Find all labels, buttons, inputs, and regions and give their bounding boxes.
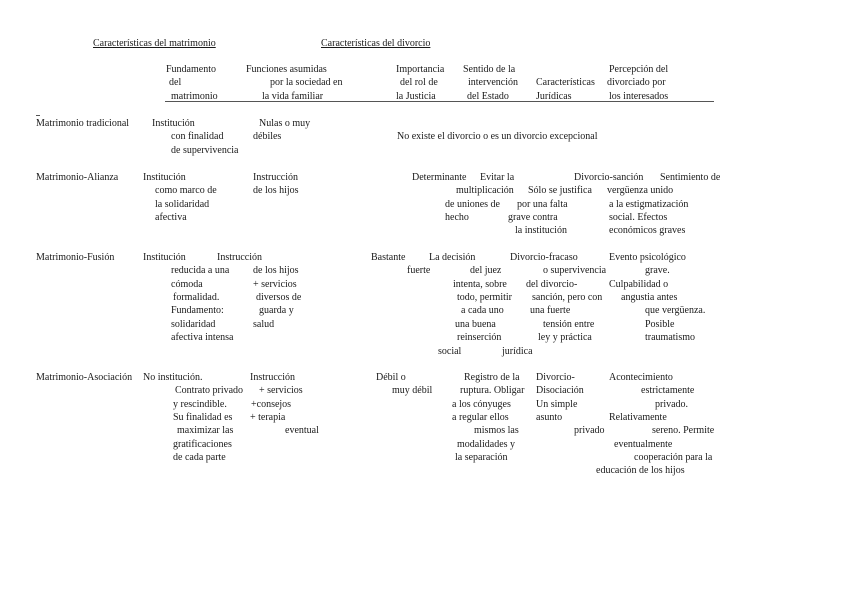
cell-line: Nulas o muy — [259, 118, 311, 129]
cell-line: reinserción — [457, 332, 502, 343]
cell-line: mismos las — [474, 425, 519, 436]
cell-line: débiles — [253, 131, 282, 142]
cell-line: social — [438, 346, 462, 357]
cell-line: gratificaciones — [173, 439, 232, 450]
cell-line: Institución — [143, 172, 186, 183]
cell-line: del juez — [470, 265, 502, 276]
cell-line: + servicios — [259, 385, 303, 396]
header-line: los interesados — [609, 91, 669, 102]
cell-line: diversos de — [256, 292, 302, 303]
cell-line: grave contra — [508, 212, 558, 223]
cell-line: intenta, sobre — [453, 279, 507, 290]
cell-line: ley y práctica — [538, 332, 592, 343]
header-line: Fundamento — [166, 64, 216, 75]
cell-line: Divorcio-fracaso — [510, 252, 578, 263]
cell-line: Registro de la — [464, 372, 520, 383]
cell-line: la separación — [455, 452, 508, 463]
cell-line: + terapia — [250, 412, 286, 423]
cell-line: Su finalidad es — [173, 412, 233, 423]
cell-line: Institución — [152, 118, 195, 129]
cell-line: de supervivencia — [171, 145, 239, 156]
cell-line: La decisión — [429, 252, 476, 263]
header-line: Sentido de la — [463, 64, 516, 75]
cell-line: todo, permitir — [457, 292, 512, 303]
cell-line: privado — [574, 425, 605, 436]
cell-line: por una falta — [517, 199, 568, 210]
cell-line: maximizar las — [177, 425, 234, 436]
header-line: del Estado — [467, 91, 509, 102]
cell-line: y rescindible. — [173, 399, 227, 410]
row-label: Matrimonio-Asociación — [36, 372, 133, 383]
cell-line: Posible — [645, 319, 675, 330]
cell-line: cooperación para la — [634, 452, 713, 463]
cell-line: económicos graves — [609, 225, 686, 236]
cell-line: Relativamente — [609, 412, 667, 423]
header-line: Características — [536, 77, 595, 88]
cell-line: jurídica — [502, 346, 533, 357]
cell-line: Divorcio- — [536, 372, 575, 383]
heading-divorce: Características del divorcio — [321, 38, 431, 49]
cell-line: reducida a una — [171, 265, 230, 276]
heading-marriage: Características del matrimonio — [93, 38, 216, 49]
cell-line: vergüenza unido — [607, 185, 674, 196]
cell-line: Un simple — [536, 399, 578, 410]
row-label: Matrimonio-Alianza — [36, 172, 119, 183]
header-line: del — [169, 77, 182, 88]
cell-line: + servicios — [253, 279, 297, 290]
cell-line: multiplicación — [456, 185, 514, 196]
cell-line: que vergüenza. — [645, 305, 706, 316]
cell-line: de los hijos — [253, 185, 299, 196]
cell-line: Débil o — [376, 372, 406, 383]
row-label: Matrimonio tradicional — [36, 118, 130, 129]
header-line: Importancia — [396, 64, 445, 75]
cell-line: No institución. — [143, 372, 203, 383]
cell-line: Instrucción — [253, 172, 298, 183]
cell-line: la institución — [515, 225, 567, 236]
cell-line: la solidaridad — [155, 199, 210, 210]
cell-line: Institución — [143, 252, 186, 263]
cell-line: salud — [253, 319, 275, 330]
cell-line: Bastante — [371, 252, 406, 263]
cell-line: +consejos — [251, 399, 292, 410]
header-line: Percepción del — [609, 64, 669, 75]
cell-line: a los cónyuges — [452, 399, 511, 410]
cell-line: Evento psicológico — [609, 252, 686, 263]
cell-line: solidaridad — [171, 319, 216, 330]
header-line: matrimonio — [171, 91, 218, 102]
cell-line: del divorcio- — [526, 279, 578, 290]
cell-line: una fuerte — [530, 305, 571, 316]
cell-divorcio: No existe el divorcio o es un divorcio excepcional — [397, 131, 598, 142]
cell-line: de cada parte — [173, 452, 226, 463]
header-rule-stub — [36, 115, 40, 116]
cell-line: Sentimiento de — [660, 172, 721, 183]
cell-line: tensión entre — [543, 319, 595, 330]
cell-line: angustia antes — [621, 292, 678, 303]
header-line: Jurídicas — [536, 91, 572, 102]
cell-line: social. Efectos — [609, 212, 668, 223]
cell-line: de uniones de — [445, 199, 500, 210]
cell-line: ruptura. Obligar — [460, 385, 525, 396]
cell-line: Divorcio-sanción — [574, 172, 644, 183]
header-line: Funciones asumidas — [246, 64, 327, 75]
cell-line: Evitar la — [480, 172, 515, 183]
cell-line: Instrucción — [250, 372, 295, 383]
cell-line: Culpabilidad o — [609, 279, 669, 290]
cell-line: educación de los hijos — [596, 465, 685, 476]
cell-line: cómoda — [171, 279, 203, 290]
cell-line: muy débil — [392, 385, 433, 396]
cell-line: Instrucción — [217, 252, 262, 263]
cell-line: a la estigmatización — [609, 199, 689, 210]
cell-line: a regular ellos — [452, 412, 509, 423]
cell-line: estrictamente — [641, 385, 695, 396]
cell-line: Acontecimiento — [609, 372, 673, 383]
cell-line: con finalidad — [171, 131, 224, 142]
cell-line: privado. — [655, 399, 689, 410]
cell-line: formalidad. — [173, 292, 220, 303]
cell-line: fuerte — [407, 265, 431, 276]
cell-line: Contrato privado — [175, 385, 244, 396]
cell-line: guarda y — [259, 305, 294, 316]
header-line: divorciado por — [607, 77, 666, 88]
header-rule — [165, 101, 714, 102]
cell-line: una buena — [455, 319, 496, 330]
cell-line: asunto — [536, 412, 563, 423]
header-line: por la sociedad en — [270, 77, 343, 88]
row-label: Matrimonio-Fusión — [36, 252, 115, 263]
cell-line: afectiva intensa — [171, 332, 234, 343]
cell-line: hecho — [445, 212, 469, 223]
cell-line: modalidades y — [457, 439, 516, 450]
cell-line: a cada uno — [461, 305, 504, 316]
header-line: la vida familiar — [262, 91, 324, 102]
header-line: del rol de — [400, 77, 438, 88]
cell-line: Fundamento: — [171, 305, 224, 316]
cell-line: como marco de — [155, 185, 217, 196]
cell-line: Determinante — [412, 172, 467, 183]
cell-line: Sólo se justifica — [528, 185, 592, 196]
cell-line: traumatismo — [645, 332, 695, 343]
cell-line: sereno. Permite — [652, 425, 715, 436]
cell-line: de los hijos — [253, 265, 299, 276]
header-line: la Justicia — [396, 91, 436, 102]
cell-line: grave. — [645, 265, 670, 276]
cell-line: eventualmente — [614, 439, 673, 450]
cell-line: afectiva — [155, 212, 187, 223]
header-line: intervención — [468, 77, 518, 88]
cell-line: eventual — [285, 425, 319, 436]
cell-line: o supervivencia — [543, 265, 607, 276]
cell-line: sanción, pero con — [532, 292, 603, 303]
cell-line: Disociación — [536, 385, 584, 396]
